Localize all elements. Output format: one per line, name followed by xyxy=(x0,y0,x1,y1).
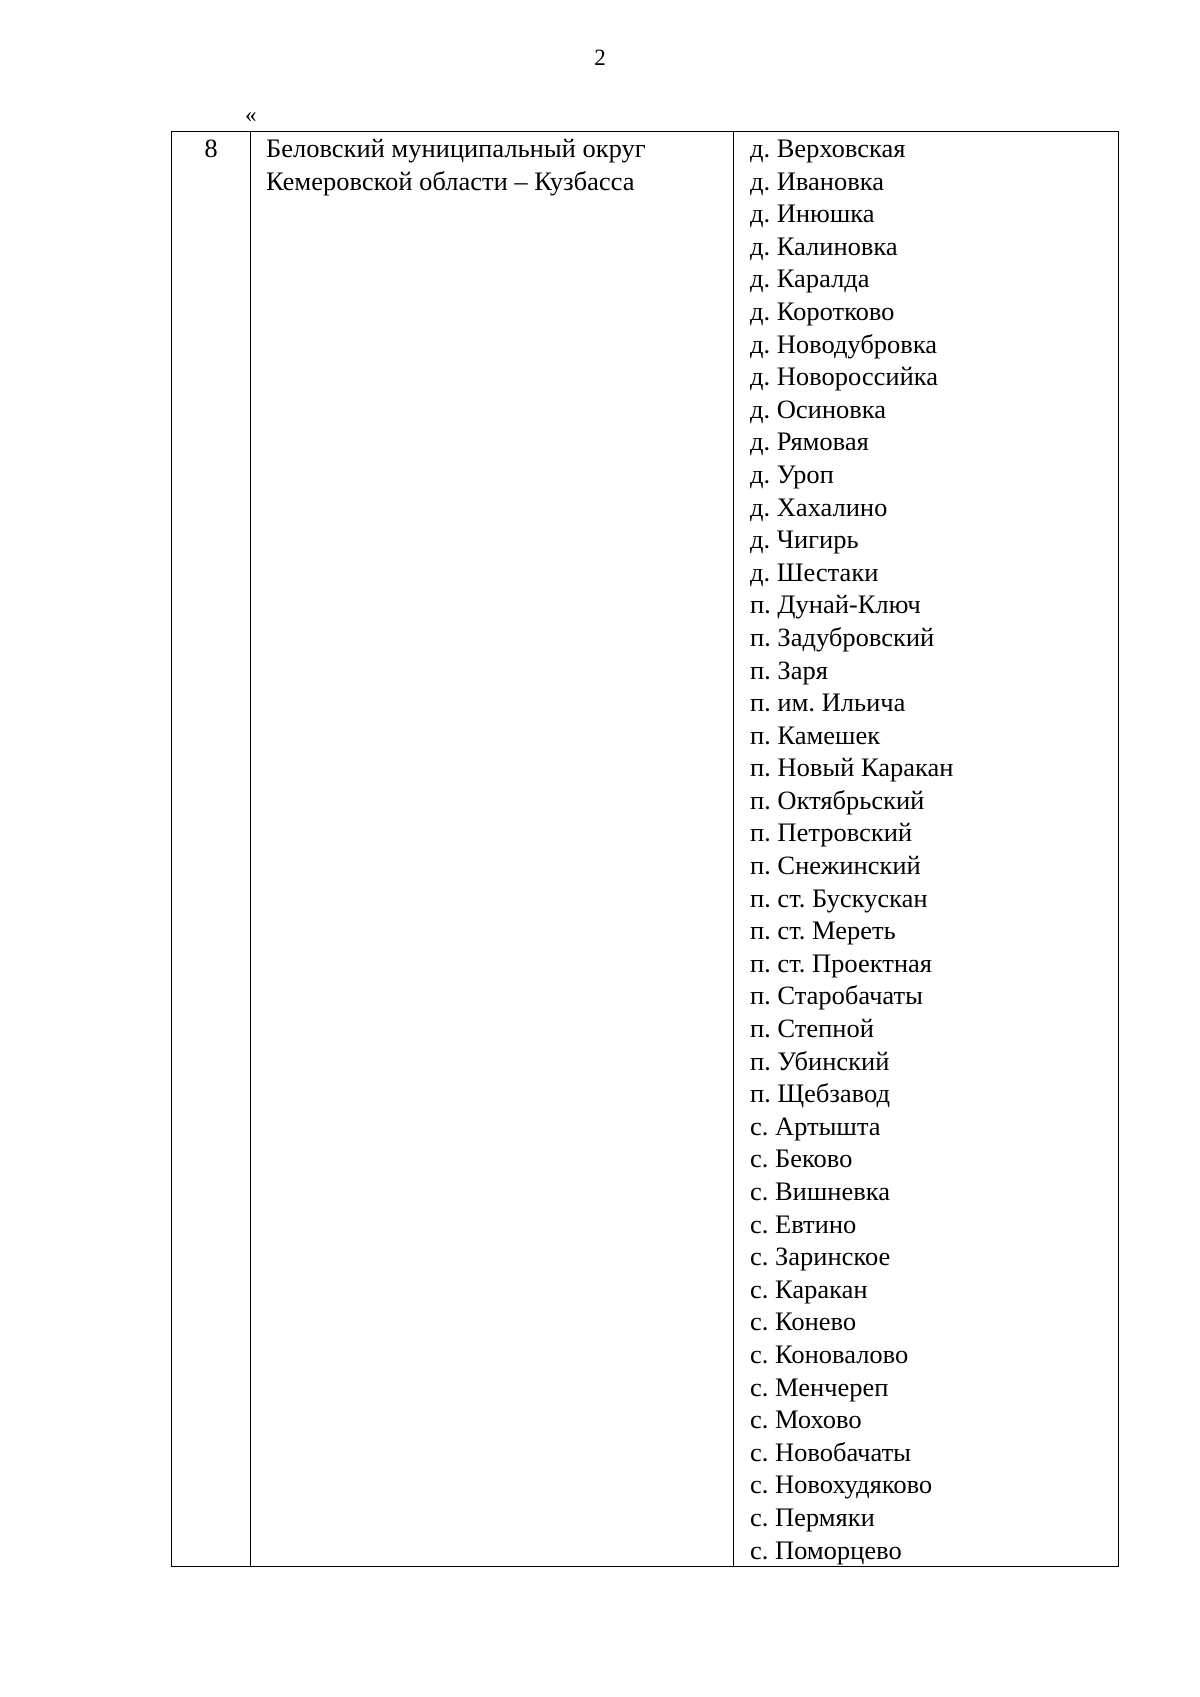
settlement-item: с. Пермяки xyxy=(750,1501,875,1532)
settlement-item: п. Камешек xyxy=(750,719,881,750)
page-number: 2 xyxy=(594,45,606,70)
settlement-item: п. Заря xyxy=(750,654,828,685)
settlement-item: с. Заринское xyxy=(750,1241,891,1272)
settlement-item: с. Поморцево xyxy=(750,1534,902,1565)
settlement-item: п. Степной xyxy=(750,1013,874,1044)
settlement-item: д. Осиновка xyxy=(750,393,886,424)
settlement-item: с. Беково xyxy=(750,1143,853,1174)
settlement-item: п. Дунай-Ключ xyxy=(750,589,921,620)
row-number: 8 xyxy=(204,133,218,163)
settlement-item: с. Новохудяково xyxy=(750,1469,933,1500)
settlement-item: д. Ивановка xyxy=(750,165,884,196)
settlement-item: п. Новый Каракан xyxy=(750,752,954,783)
settlement-item: д. Верховская xyxy=(750,133,906,163)
settlement-item: п. Убинский xyxy=(750,1045,890,1076)
table-row xyxy=(172,132,1119,1567)
settlement-item: п. ст. Проектная xyxy=(750,947,932,978)
settlement-item: с. Коновалово xyxy=(750,1338,909,1369)
settlements-cell xyxy=(734,132,1119,1567)
settlement-item: с. Каракан xyxy=(750,1273,868,1304)
settlement-item: д. Хахалино xyxy=(750,491,888,522)
settlement-item: п. Октябрьский xyxy=(750,784,925,815)
settlements-table xyxy=(171,131,1119,1567)
settlement-item: с. Новобачаты xyxy=(750,1436,911,1467)
settlement-item: п. им. Ильича xyxy=(750,687,906,718)
settlement-item: с. Евтино xyxy=(750,1208,857,1239)
row-number-cell xyxy=(172,132,251,1567)
district-name-cell xyxy=(251,132,734,1567)
settlement-item: д. Новодубровка xyxy=(750,328,938,359)
settlement-item: п. Снежинский xyxy=(750,850,921,881)
settlement-item: с. Менчереп xyxy=(750,1371,889,1402)
settlement-item: п. Щебзавод xyxy=(750,1078,890,1109)
settlement-item: д. Чигирь xyxy=(750,524,859,555)
settlement-item: с. Артышта xyxy=(750,1110,881,1141)
settlement-item: д. Калиновка xyxy=(750,230,898,261)
district-name-line: Кемеровской области – Кузбасса xyxy=(266,165,635,196)
district-name-line: Беловский муниципальный округ xyxy=(266,133,646,163)
settlement-item: д. Инюшка xyxy=(750,198,875,229)
settlement-item: п. Старобачаты xyxy=(750,980,923,1011)
settlement-item: с. Мохово xyxy=(750,1404,862,1435)
settlement-item: п. Задубровский xyxy=(750,621,935,652)
settlement-item: д. Новороссийка xyxy=(750,361,938,392)
settlement-item: д. Уроп xyxy=(750,458,834,489)
settlement-item: п. ст. Мереть xyxy=(750,915,896,946)
settlement-item: д. Каралда xyxy=(750,263,870,294)
opening-quote-mark: « xyxy=(245,102,257,127)
settlement-item: с. Конево xyxy=(750,1306,857,1337)
settlement-item: п. ст. Бускускан xyxy=(750,882,928,913)
settlement-item: с. Вишневка xyxy=(750,1176,890,1206)
settlement-item: д. Коротково xyxy=(750,295,895,326)
settlement-item: п. Петровский xyxy=(750,817,913,848)
settlement-item: д. Рямовая xyxy=(750,426,869,457)
settlement-item: д. Шестаки xyxy=(750,556,879,587)
